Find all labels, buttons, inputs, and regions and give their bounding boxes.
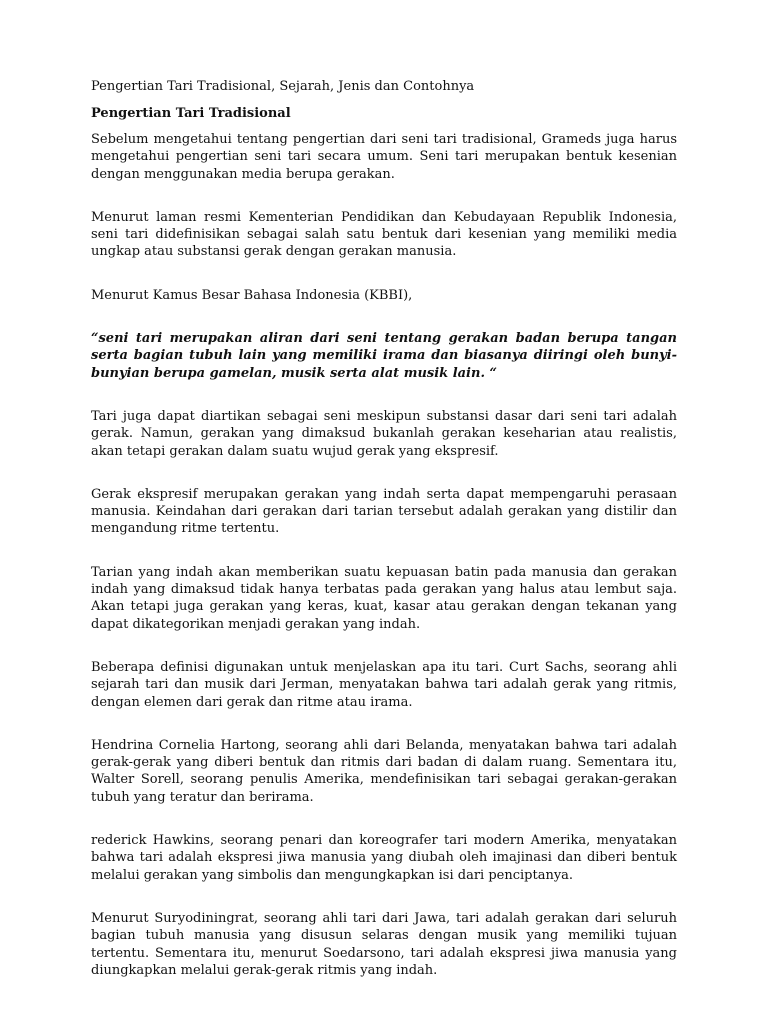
paragraph-curt-sachs: Beberapa definisi digunakan untuk menjelaskan apa itu tari. Curt Sachs, seorang ahli sejarah tari dan musik dari Jerman, menyatakan bahwa tari adalah gerak yang ritmis, dengan elemen dari gerak dan ritme atau irama. — [91, 659, 677, 710]
section-heading: Pengertian Tari Tradisional — [91, 106, 291, 121]
paragraph-gerak: Tari juga dapat diartikan sebagai seni meskipun substansi dasar dari seni tari adalah gerak. Namun, gerakan yang dimaksud bukanlah gerakan keseharian atau realistis, akan tetapi gerakan dalam suatu wujud gerak yang ekspresif. — [91, 408, 677, 459]
paragraph-hartong-sorell: Hendrina Cornelia Hartong, seorang ahli dari Belanda, menyatakan bahwa tari adalah gerak-gerak yang diberi bentuk dan ritmis dari badan di dalam ruang. Sementara itu, Walter Sorell, seorang penulis Amerika, mendefinisikan tari sebagai gerakan-gerakan tubuh yang teratur dan berirama. — [91, 737, 677, 805]
paragraph-gerak-ekspresif: Gerak ekspresif merupakan gerakan yang indah serta dapat mempengaruhi perasaan manusia. Keindahan dari gerakan dari tarian tersebut adalah gerakan yang distilir dan mengandung ritme tertentu. — [91, 486, 677, 537]
document-title: Pengertian Tari Tradisional, Sejarah, Jenis dan Contohnya — [91, 79, 475, 94]
paragraph-intro: Sebelum mengetahui tentang pengertian dari seni tari tradisional, Grameds juga harus mengetahui pengertian seni tari secara umum. Seni tari merupakan bentuk kesenian dengan menggunakan media berupa gerakan. — [91, 132, 677, 182]
paragraph-hawkins: rederick Hawkins, seorang penari dan koreografer tari modern Amerika, menyatakan bahwa tari adalah ekspresi jiwa manusia yang diubah oleh imajinasi dan diberi bentuk melalui gerakan yang simbolis dan mengungkapkan isi dari penciptanya. — [91, 833, 677, 883]
document-page — [91, 78, 677, 979]
paragraph-tarian-indah: Tarian yang indah akan memberikan suatu kepuasan batin pada manusia dan gerakan indah yang dimaksud tidak hanya terbatas pada gerakan yang halus atau lembut saja. Akan tetapi juga gerakan yang keras, kuat, kasar atau gerakan dengan tekanan yang dapat dikategorikan menjadi gerakan yang indah. — [91, 564, 677, 632]
paragraph-kemendikbud: Menurut laman resmi Kementerian Pendidikan dan Kebudayaan Republik Indonesia, seni tari didefinisikan sebagai salah satu bentuk dari kesenian yang memiliki media ungkap atau substansi gerak dengan gerakan manusia. — [91, 209, 677, 260]
paragraph-kbbi-quote: “seni tari merupakan aliran dari seni tentang gerakan badan berupa tangan serta bagian tubuh lain yang memiliki irama dan biasanya diiringi oleh bunyi-bunyian berupa gamelan, musik serta alat musik lain. “ — [91, 331, 677, 381]
paragraph-kbbi-intro: Menurut Kamus Besar Bahasa Indonesia (KBBI), — [91, 287, 413, 303]
paragraph-suryodiningrat: Menurut Suryodiningrat, seorang ahli tari dari Jawa, tari adalah gerakan dari seluruh bagian tubuh manusia yang disusun selaras dengan musik yang memiliki tujuan tertentu. Sementara itu, menurut Soedarsono, tari adalah ekspresi jiwa manusia yang diungkapkan melalui gerak-gerak ritmis yang indah. — [91, 910, 677, 978]
